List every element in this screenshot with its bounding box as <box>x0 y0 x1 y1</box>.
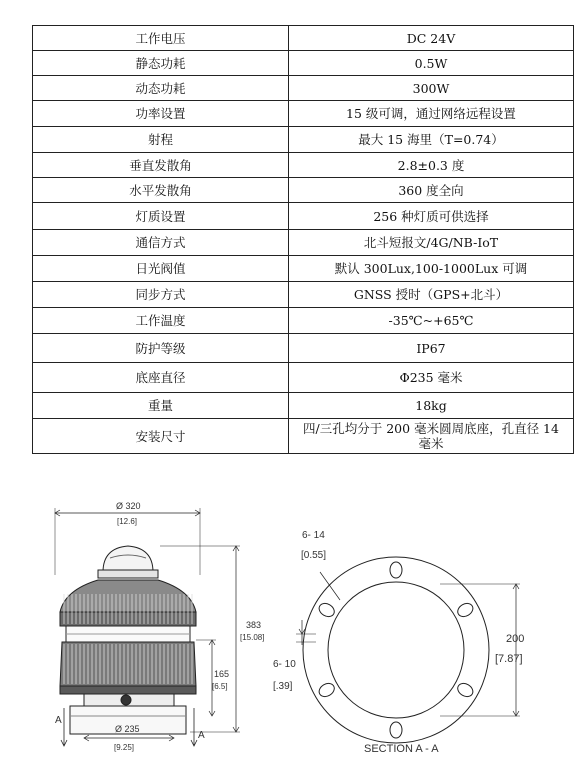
spec-label: 功率设置 <box>33 101 289 127</box>
spec-label: 日光阀值 <box>33 256 289 282</box>
spec-value: 15 级可调，通过网络远程设置 <box>289 101 574 127</box>
hole-dim-label: 6- 14 <box>302 530 325 541</box>
top-diameter-inch-label: [12.6] <box>117 517 138 526</box>
mounting-hole <box>317 681 337 699</box>
spec-label: 防护等级 <box>33 334 289 363</box>
spec-value: DC 24V <box>289 26 574 51</box>
hole2-dim-label: 6- 10 <box>273 659 296 670</box>
mounting-hole <box>317 601 337 619</box>
circle-dim-inch-label: [7.87] <box>495 653 523 665</box>
spec-label: 射程 <box>33 127 289 153</box>
spec-label: 安装尺寸 <box>33 419 289 454</box>
spec-label: 重量 <box>33 393 289 419</box>
mounting-hole <box>455 681 475 699</box>
circle-dim-label: 200 <box>506 633 525 645</box>
spec-value: IP67 <box>289 334 574 363</box>
base-height-label: 165 <box>214 669 230 679</box>
spec-value: 北斗短报文/4G/NB-IoT <box>289 230 574 256</box>
spec-label: 静态功耗 <box>33 51 289 76</box>
spec-label: 同步方式 <box>33 282 289 308</box>
spec-value: Φ235 毫米 <box>289 363 574 393</box>
spec-label: 底座直径 <box>33 363 289 393</box>
spec-value: 默认 300Lux,100-1000Lux 可调 <box>289 256 574 282</box>
mounting-hole <box>390 722 402 738</box>
spec-label: 水平发散角 <box>33 178 289 203</box>
spec-label: 工作电压 <box>33 26 289 51</box>
spec-value: 300W <box>289 76 574 101</box>
spec-value: GNSS 授时（GPS+北斗） <box>289 282 574 308</box>
hole2-dim-inch-label: [.39] <box>273 681 293 692</box>
top-diameter-label: Ø 320 <box>116 501 141 511</box>
section-view-labels <box>273 530 524 755</box>
spec-value: 最大 15 海里（T=0.74） <box>289 127 574 153</box>
spec-value: 18kg <box>289 393 574 419</box>
base-diameter-inch-label: [9.25] <box>114 743 135 752</box>
spec-label: 灯质设置 <box>33 203 289 230</box>
spec-value: 256 种灯质可供选择 <box>289 203 574 230</box>
mounting-hole <box>455 601 475 619</box>
base-diameter-label: Ø 235 <box>115 724 140 734</box>
spec-value: 2.8±0.3 度 <box>289 153 574 178</box>
spec-label: 动态功耗 <box>33 76 289 101</box>
section-view <box>296 557 520 743</box>
base-height-inch-label: [6.5] <box>212 682 228 691</box>
spec-value: 0.5W <box>289 51 574 76</box>
spec-label: 垂直发散角 <box>33 153 289 178</box>
height-inch-label: [15.08] <box>240 633 265 642</box>
spec-value: 四/三孔均分于 200 毫米圆周底座，孔直径 14 毫米 <box>289 419 574 454</box>
section-mark-right: A <box>198 730 205 741</box>
spec-value: -35℃~+65℃ <box>289 308 574 334</box>
mounting-hole <box>390 562 402 578</box>
hole-dim-inch-label: [0.55] <box>301 550 327 561</box>
section-mark-left: A <box>55 715 62 726</box>
spec-label: 通信方式 <box>33 230 289 256</box>
spec-value: 360 度全向 <box>289 178 574 203</box>
side-view <box>55 508 240 746</box>
height-label: 383 <box>246 620 262 630</box>
section-caption: SECTION A - A <box>364 743 439 755</box>
spec-label: 工作温度 <box>33 308 289 334</box>
